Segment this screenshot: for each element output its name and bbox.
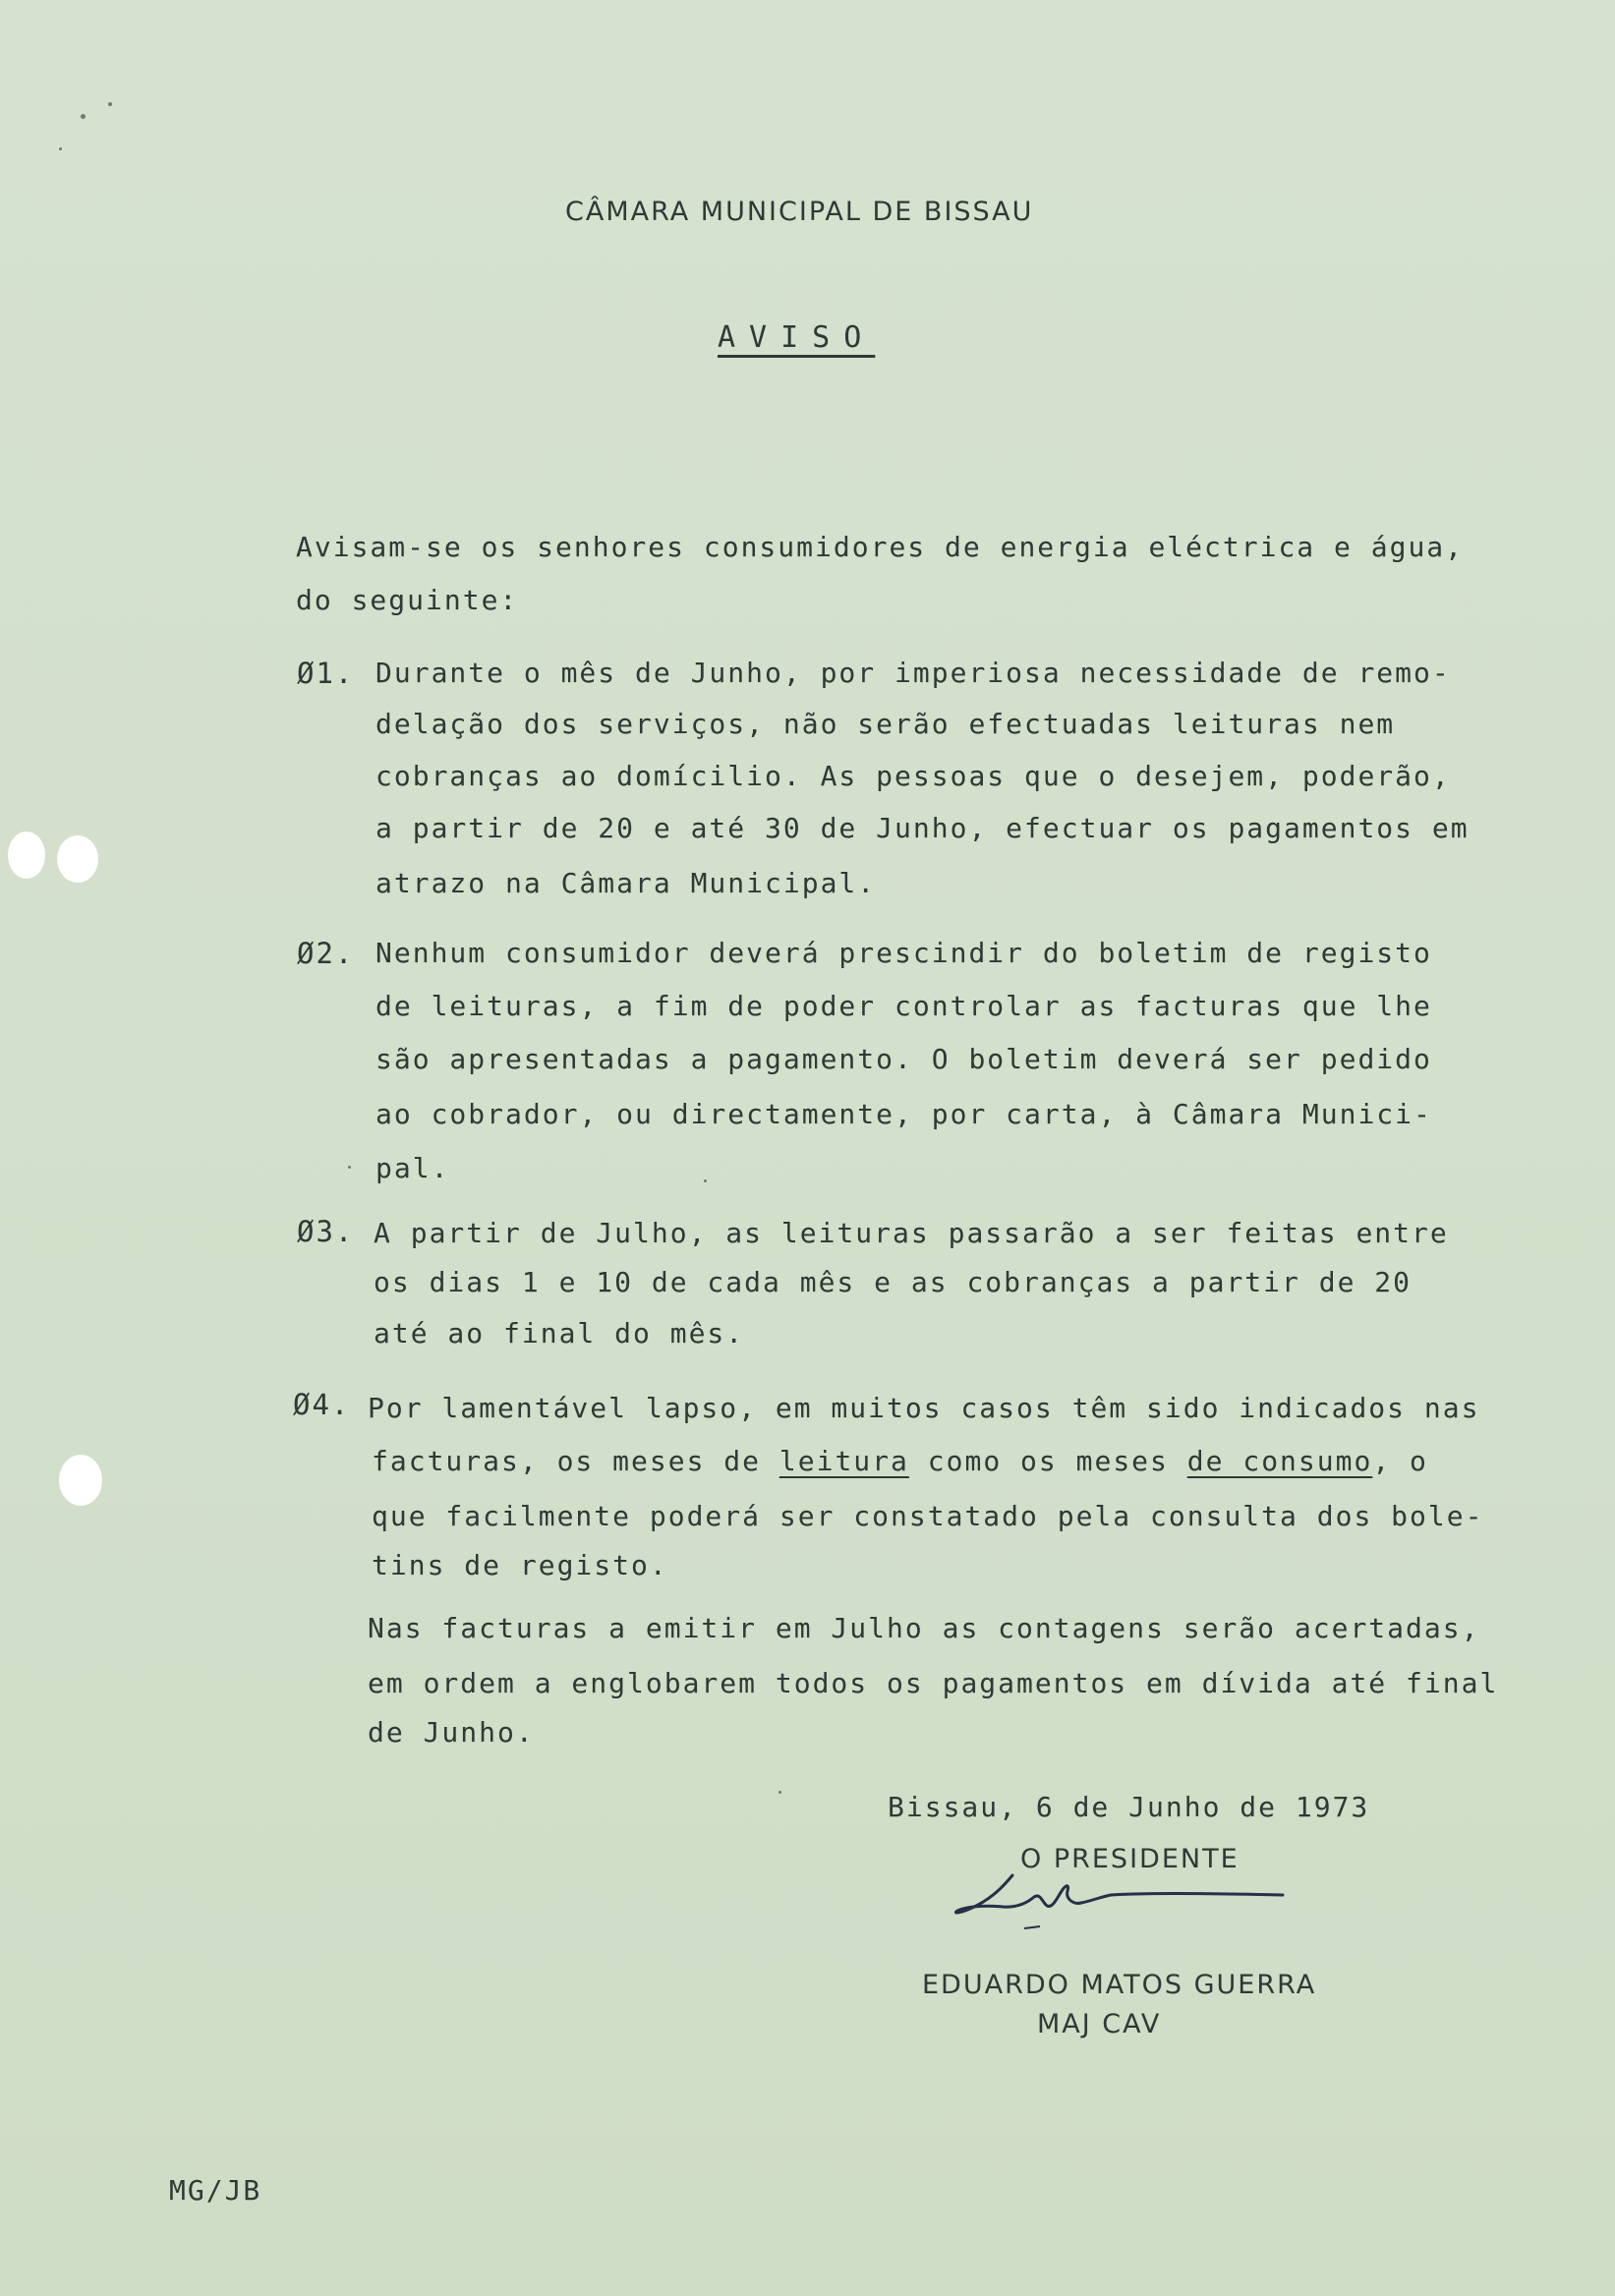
paper-speck bbox=[81, 114, 86, 119]
signatory-name: EDUARDO MATOS GUERRA bbox=[922, 1970, 1317, 2000]
closing-line: Nas facturas a emitir em Julho as contagens serão acertadas, bbox=[368, 1612, 1480, 1644]
item-line-part: , o bbox=[1372, 1445, 1428, 1477]
item-line-with-underlines bbox=[372, 1445, 1428, 1477]
handwritten-signature bbox=[944, 1867, 1298, 1946]
signatory-role: O PRESIDENTE bbox=[1020, 1844, 1240, 1874]
item-line: atrazo na Câmara Municipal. bbox=[375, 867, 877, 899]
punch-hole bbox=[59, 1455, 102, 1506]
item-line-part: como os meses bbox=[908, 1445, 1187, 1477]
place-date: Bissau, 6 de Junho de 1973 bbox=[888, 1791, 1370, 1823]
item-number: Ø1. bbox=[297, 657, 355, 690]
punch-hole bbox=[8, 832, 45, 879]
item-line: que facilmente poderá ser constatado pela consulta dos bole- bbox=[372, 1500, 1484, 1532]
reference-initials: MG/JB bbox=[169, 2174, 262, 2207]
paper-speck bbox=[704, 1179, 707, 1182]
paper-speck bbox=[59, 147, 62, 150]
underlined-word: de consumo bbox=[1186, 1445, 1373, 1477]
closing-line: de Junho. bbox=[368, 1716, 535, 1749]
institution-heading: CÂMARA MUNICIPAL DE BISSAU bbox=[565, 197, 1034, 227]
paper-speck bbox=[348, 1166, 351, 1169]
item-line: cobranças ao domícilio. As pessoas que o desejem, poderão, bbox=[375, 760, 1451, 792]
item-number: Ø2. bbox=[297, 937, 355, 970]
paper-speck bbox=[108, 102, 112, 106]
item-line: a partir de 20 e até 30 de Junho, efectuar os pagamentos em bbox=[375, 812, 1470, 844]
item-line: A partir de Julho, as leituras passarão a ser feitas entre bbox=[374, 1217, 1449, 1249]
item-line: são apresentadas a pagamento. O boletim deverá ser pedido bbox=[375, 1043, 1432, 1075]
document-title: AVISO bbox=[718, 320, 876, 355]
item-line: de leituras, a fim de poder controlar as facturas que lhe bbox=[375, 990, 1432, 1022]
item-line: Por lamentável lapso, em muitos casos têm sido indicados nas bbox=[368, 1392, 1480, 1424]
item-line-part: facturas, os meses de bbox=[372, 1445, 779, 1477]
underlined-word: leitura bbox=[779, 1445, 909, 1477]
item-number: Ø4. bbox=[293, 1388, 351, 1421]
item-number: Ø3. bbox=[297, 1215, 355, 1248]
signatory-rank: MAJ CAV bbox=[1037, 2009, 1162, 2039]
intro-line: Avisam-se os senhores consumidores de energia eléctrica e água, bbox=[296, 531, 1465, 563]
item-line: os dias 1 e 10 de cada mês e as cobranças a partir de 20 bbox=[374, 1266, 1413, 1298]
item-line: tins de registo. bbox=[372, 1549, 668, 1581]
paper-speck bbox=[779, 1791, 781, 1794]
item-line: até ao final do mês. bbox=[374, 1317, 745, 1349]
item-line: Nenhum consumidor deverá prescindir do boletim de registo bbox=[375, 937, 1432, 969]
intro-line: do seguinte: bbox=[296, 584, 519, 616]
item-line: delação dos serviços, não serão efectuadas leituras nem bbox=[375, 708, 1396, 740]
item-line: pal. bbox=[375, 1152, 450, 1184]
closing-line: em ordem a englobarem todos os pagamentos em dívida até final bbox=[368, 1667, 1499, 1699]
punch-hole bbox=[57, 835, 98, 883]
item-line: Durante o mês de Junho, por imperiosa necessidade de remo- bbox=[375, 657, 1451, 689]
item-line: ao cobrador, ou directamente, por carta, à Câmara Munici- bbox=[375, 1098, 1432, 1130]
